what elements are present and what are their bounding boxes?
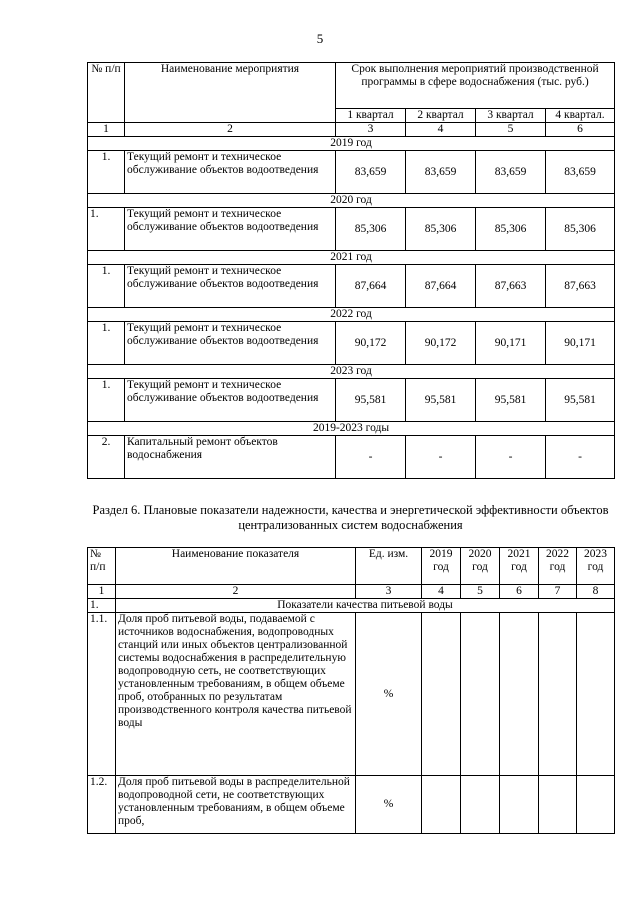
- q1-value: 87,664: [336, 265, 406, 308]
- q1-value: 90,172: [336, 322, 406, 365]
- value-2023: [577, 776, 615, 834]
- q4-value: 83,659: [546, 151, 615, 194]
- table-row: [88, 776, 615, 834]
- row-num: 1.: [88, 379, 125, 422]
- row-event-name: Текущий ремонт и техническое обслуживание объектов водоотведения: [125, 265, 336, 308]
- row-indicator-name: Доля проб питьевой воды, подаваемой с источников водоснабжения, водопроводных станций или иных объектов централизованной системы водоснабжения в распределительную водопроводную сеть, не соответствующих установленным требованиям, в общем объеме проб, отобранных по результатам производственного контроля качества питьевой воды: [116, 613, 356, 776]
- row-num: 1.1.: [88, 613, 116, 776]
- col-number: 4: [406, 123, 476, 137]
- row-num: 1.: [88, 265, 125, 308]
- q3-value: 85,306: [476, 208, 546, 251]
- col-number: 5: [461, 585, 500, 599]
- row-unit: %: [356, 613, 422, 776]
- header-year-2022: 2022 год: [539, 548, 577, 585]
- header-period: Срок выполнения мероприятий производственной программы в сфере водоснабжения (тыс. руб.): [336, 63, 615, 109]
- group-num: 1.: [88, 599, 116, 613]
- year-row: 2023 год: [88, 365, 615, 379]
- col-number: 7: [539, 585, 577, 599]
- row-event-name: Капитальный ремонт объектов водоснабжения: [125, 436, 336, 479]
- row-num: 2.: [88, 436, 125, 479]
- value-2019: [422, 776, 461, 834]
- q4-value: 95,581: [546, 379, 615, 422]
- col-number: 4: [422, 585, 461, 599]
- row-num: 1.: [88, 322, 125, 365]
- header-unit: Ед. изм.: [356, 548, 422, 585]
- row-indicator-name: Доля проб питьевой воды в распределительной водопроводной сети, не соответствующих установленным требованиям, в общем объеме проб,: [116, 776, 356, 834]
- header-q2: 2 квартал: [406, 109, 476, 123]
- table-row: [88, 613, 615, 776]
- column-number-row: [88, 123, 615, 137]
- year-row: 2022 год: [88, 308, 615, 322]
- column-number-row: [88, 585, 615, 599]
- col-number: 6: [500, 585, 539, 599]
- section-title: Раздел 6. Плановые показатели надежности, качества и энергетической эффективности объектов централизованных систем водоснабжения: [92, 503, 609, 532]
- year-row: 2019-2023 годы: [88, 422, 615, 436]
- q2-value: -: [406, 436, 476, 479]
- table-row: [88, 436, 615, 479]
- value-2022: [539, 776, 577, 834]
- header-q4: 4 квартал.: [546, 109, 615, 123]
- production-program-table: [87, 62, 615, 479]
- row-num: 1.2.: [88, 776, 116, 834]
- q1-value: -: [336, 436, 406, 479]
- q2-value: 85,306: [406, 208, 476, 251]
- col-number: 2: [125, 123, 336, 137]
- value-2020: [461, 776, 500, 834]
- q1-value: 95,581: [336, 379, 406, 422]
- col-number: 3: [336, 123, 406, 137]
- header-num: № п/п: [88, 548, 116, 585]
- header-event-name: Наименование мероприятия: [125, 63, 336, 123]
- q1-value: 85,306: [336, 208, 406, 251]
- col-number: 6: [546, 123, 615, 137]
- q2-value: 83,659: [406, 151, 476, 194]
- header-year-2021: 2021 год: [500, 548, 539, 585]
- col-number: 3: [356, 585, 422, 599]
- value-2022: [539, 613, 577, 776]
- value-2023: [577, 613, 615, 776]
- table-row: [88, 379, 615, 422]
- header-q1: 1 квартал: [336, 109, 406, 123]
- col-number: 8: [577, 585, 615, 599]
- header-num: № п/п: [88, 63, 125, 123]
- q3-value: 87,663: [476, 265, 546, 308]
- q3-value: 83,659: [476, 151, 546, 194]
- year-row: 2019 год: [88, 137, 615, 151]
- header-year-2020: 2020 год: [461, 548, 500, 585]
- header-q3: 3 квартал: [476, 109, 546, 123]
- table-row: [88, 151, 615, 194]
- col-number: 1: [88, 585, 116, 599]
- group-name: Показатели качества питьевой воды: [116, 599, 615, 613]
- value-2021: [500, 613, 539, 776]
- row-event-name: Текущий ремонт и техническое обслуживание объектов водоотведения: [125, 208, 336, 251]
- header-year-2023: 2023 год: [577, 548, 615, 585]
- q4-value: -: [546, 436, 615, 479]
- q2-value: 95,581: [406, 379, 476, 422]
- year-row: 2020 год: [88, 194, 615, 208]
- q4-value: 87,663: [546, 265, 615, 308]
- header-indicator-name: Наименование показателя: [116, 548, 356, 585]
- q3-value: 95,581: [476, 379, 546, 422]
- row-event-name: Текущий ремонт и техническое обслуживание объектов водоотведения: [125, 322, 336, 365]
- year-row: 2021 год: [88, 251, 615, 265]
- table-row: [88, 208, 615, 251]
- value-2019: [422, 613, 461, 776]
- row-unit: %: [356, 776, 422, 834]
- q4-value: 85,306: [546, 208, 615, 251]
- row-num: 1.: [88, 151, 125, 194]
- row-event-name: Текущий ремонт и техническое обслуживание объектов водоотведения: [125, 379, 336, 422]
- row-event-name: Текущий ремонт и техническое обслуживание объектов водоотведения: [125, 151, 336, 194]
- table-row: [88, 322, 615, 365]
- col-number: 1: [88, 123, 125, 137]
- q4-value: 90,171: [546, 322, 615, 365]
- q1-value: 83,659: [336, 151, 406, 194]
- page-number: 5: [316, 31, 324, 46]
- q2-value: 87,664: [406, 265, 476, 308]
- q3-value: -: [476, 436, 546, 479]
- row-num: 1.: [88, 208, 125, 251]
- group-row: [88, 599, 615, 613]
- col-number: 2: [116, 585, 356, 599]
- q3-value: 90,171: [476, 322, 546, 365]
- value-2021: [500, 776, 539, 834]
- col-number: 5: [476, 123, 546, 137]
- q2-value: 90,172: [406, 322, 476, 365]
- value-2020: [461, 613, 500, 776]
- indicators-table: [87, 547, 615, 834]
- table-row: [88, 265, 615, 308]
- header-year-2019: 2019 год: [422, 548, 461, 585]
